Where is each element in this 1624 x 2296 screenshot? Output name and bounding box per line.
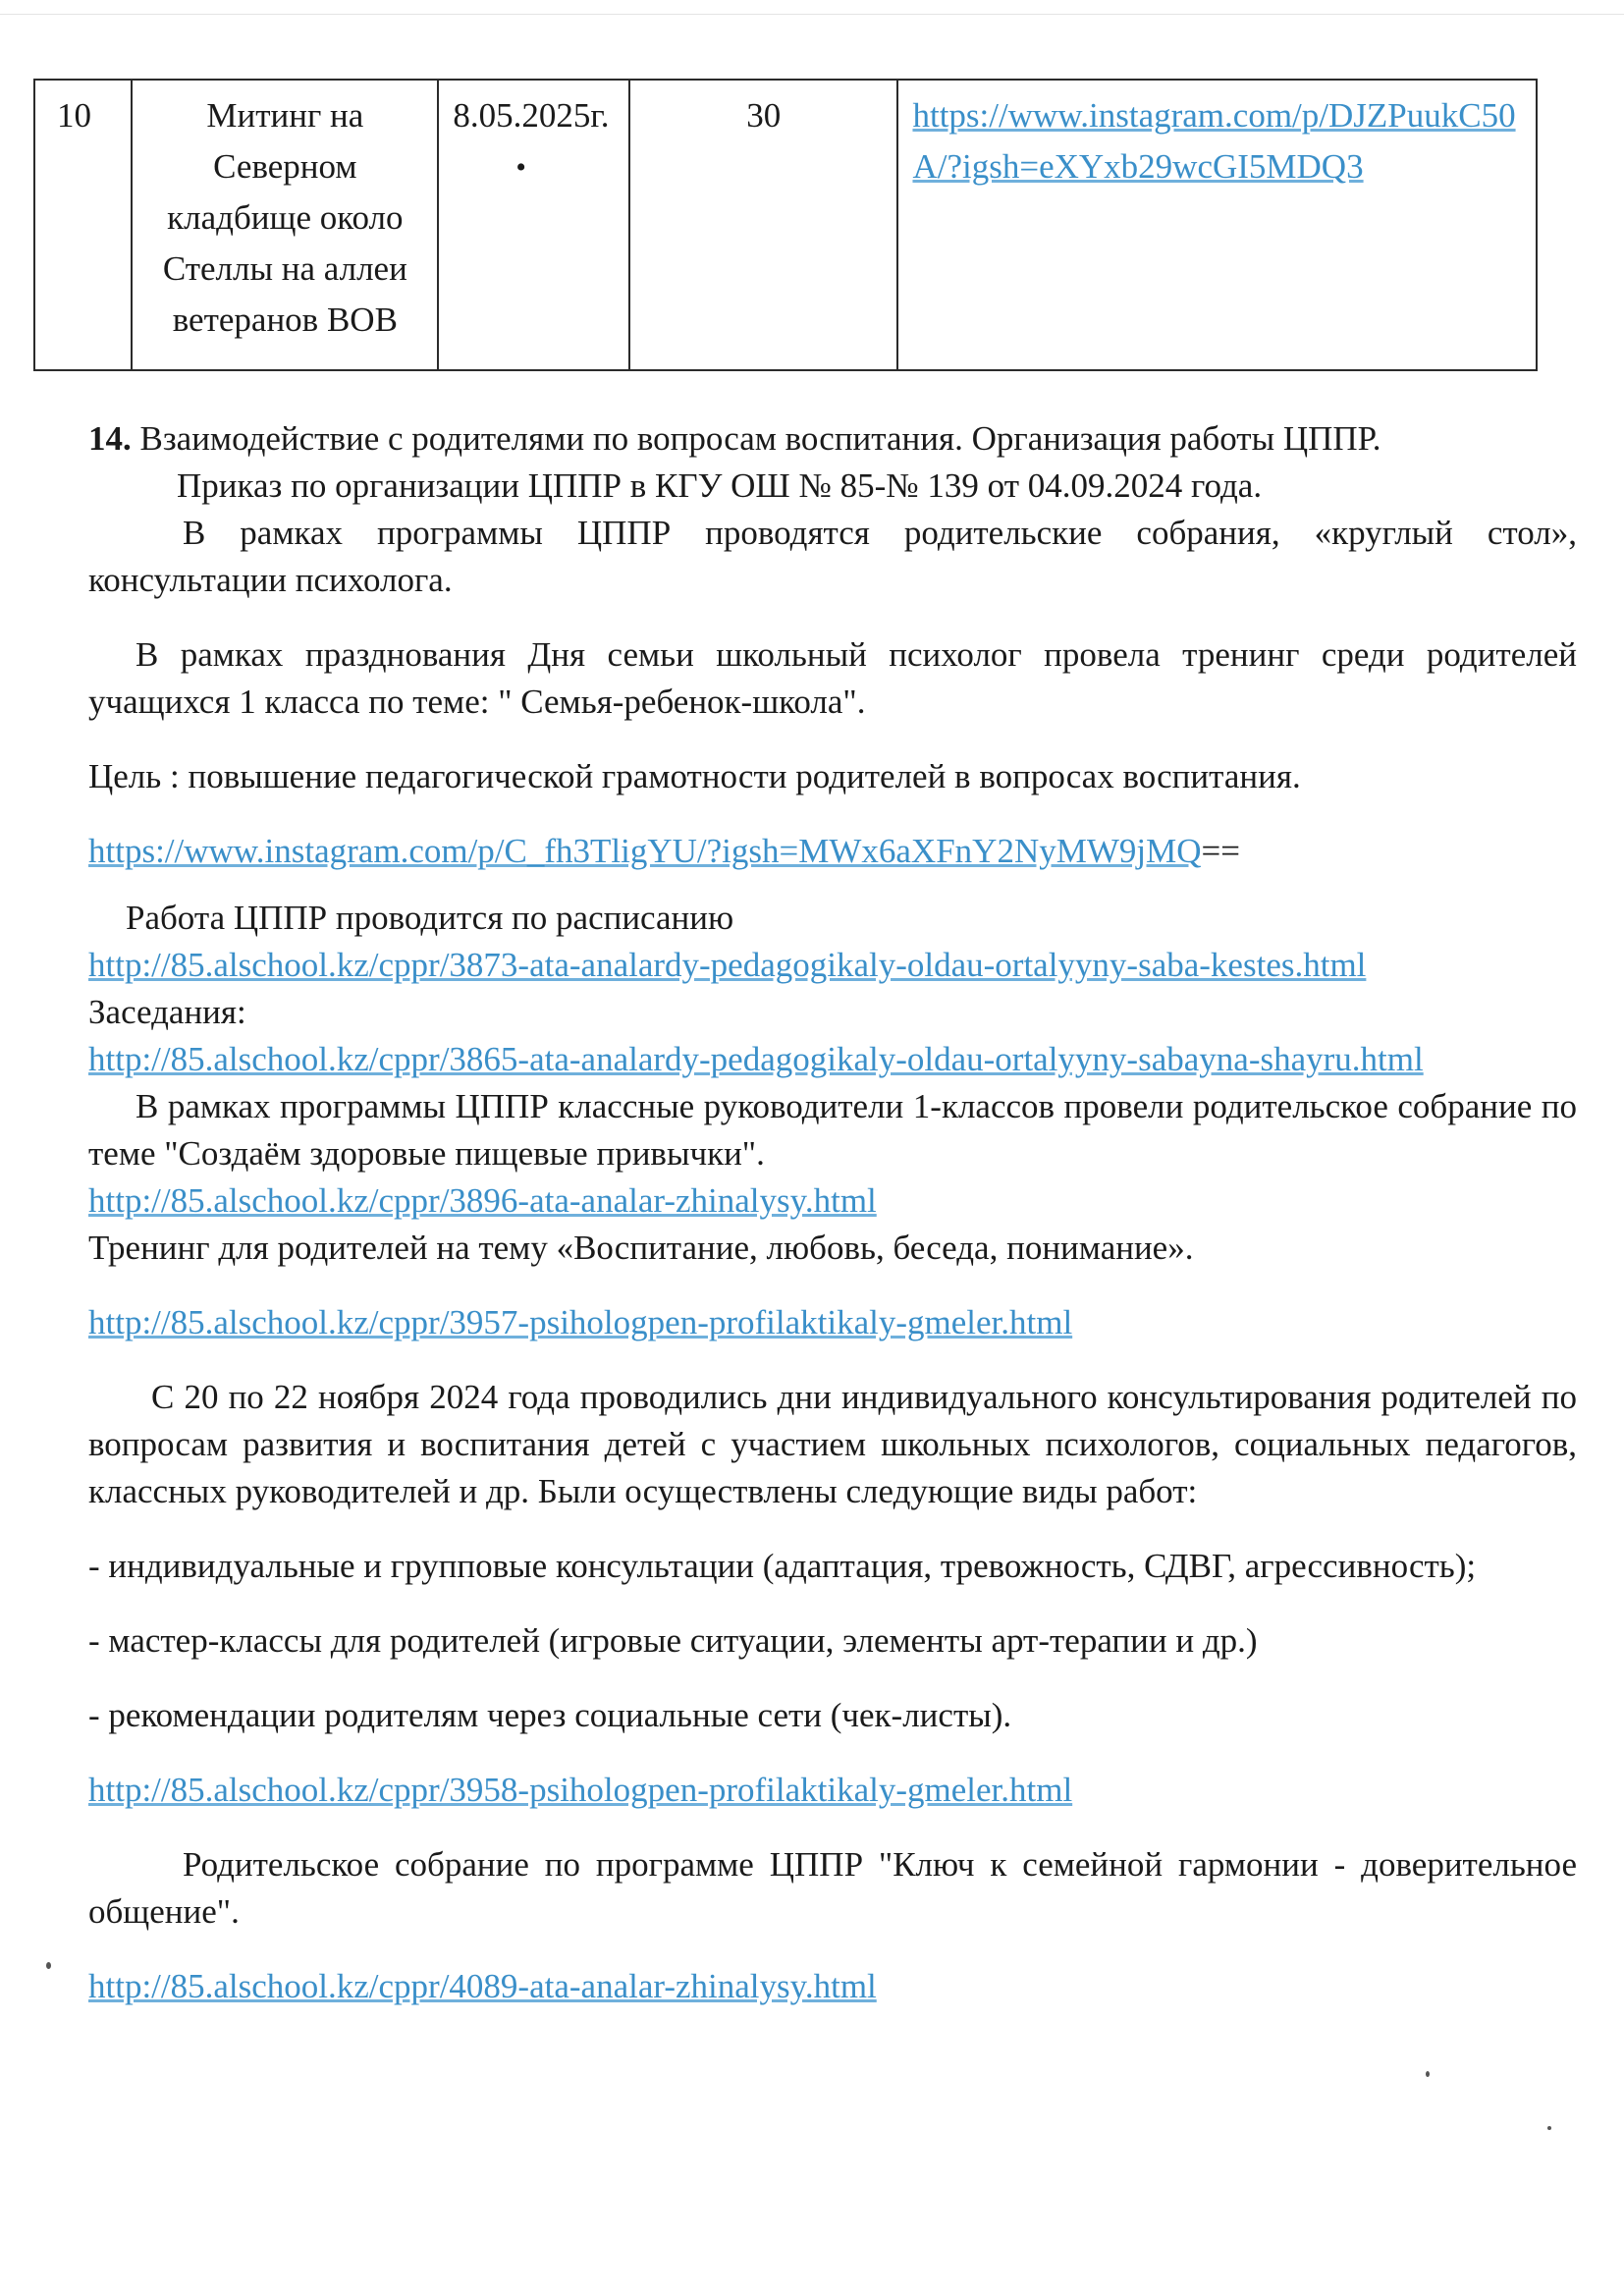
row-number-cell xyxy=(34,80,132,370)
order-line: Приказ по организации ЦППР в КГУ ОШ № 85-№ 139 от 04.09.2024 года. xyxy=(177,466,1263,505)
family-day-link-line xyxy=(88,828,1577,875)
participants-count: 30 xyxy=(746,96,782,135)
class-meeting-link[interactable]: http://85.alschool.kz/cppr/3896-ata-analar-zhinalysy.html xyxy=(88,1181,877,1220)
section-heading xyxy=(88,415,1577,463)
class-meeting-link-line xyxy=(88,1177,1577,1225)
section-content xyxy=(88,415,1577,2010)
schedule-link[interactable]: http://85.alschool.kz/cppr/3873-ata-analardy-pedagogikaly-oldau-ortalyyny-saba-kestes.html xyxy=(88,946,1367,984)
harmony-link[interactable]: http://85.alschool.kz/cppr/4089-ata-analar-zhinalysy.html xyxy=(88,1967,877,2005)
schedule-label: Работа ЦППР проводится по расписанию xyxy=(126,899,734,937)
family-day-paragraph: В рамках празднования Дня семьи школьный психолог провела тренинг среди родителей учащихся 1 класса по теме: " Семья-ребенок-школа". xyxy=(88,635,1577,721)
scan-speck xyxy=(1547,2126,1551,2130)
program-intro: В рамках программы ЦППР проводятся родительские собрания, «круглый стол», консультации психолога. xyxy=(88,514,1577,599)
meetings-label: Заседания: xyxy=(88,993,246,1031)
goal-line: Цель : повышение педагогической грамотности родителей в вопросах воспитания. xyxy=(88,757,1301,795)
link-suffix: == xyxy=(1201,832,1240,870)
meetings-link-line xyxy=(88,1036,1577,1083)
scan-speck xyxy=(1426,2071,1430,2077)
event-instagram-link[interactable]: https://www.instagram.com/p/DJZPuukC50A/?igsh=eXYxb29wcGI5MDQ3 xyxy=(912,96,1516,186)
date-mark: • xyxy=(515,151,526,184)
events-table-wrapper xyxy=(33,79,1538,371)
events-table xyxy=(33,79,1538,371)
scan-speck xyxy=(46,1962,51,1969)
scan-edge-line xyxy=(0,14,1624,15)
meetings-link[interactable]: http://85.alschool.kz/cppr/3865-ata-analardy-pedagogikaly-oldau-ortalyyny-sabayna-shayru.html xyxy=(88,1040,1424,1078)
section-number: 14. xyxy=(88,419,132,458)
row-number: 10 xyxy=(57,96,91,135)
training-link-line xyxy=(88,1299,1577,1346)
work-item-recommendations: - рекомендации родителям через социальные сети (чек-листы). xyxy=(88,1696,1012,1734)
section-title: Взаимодействие с родителями по вопросам воспитания. Организация работы ЦППР. xyxy=(139,419,1381,458)
training-line: Тренинг для родителей на тему «Воспитание, любовь, беседа, понимание». xyxy=(88,1229,1194,1267)
work-item-consultations: - индивидуальные и групповые консультации (адаптация, тревожность, СДВГ, агрессивность); xyxy=(88,1547,1477,1585)
participants-cell xyxy=(629,80,898,370)
harmony-link-line xyxy=(88,1963,1577,2010)
family-day-link[interactable]: https://www.instagram.com/p/C_fh3TligYU/?igsh=MWx6aXFnY2NyMW9jMQ xyxy=(88,832,1202,870)
table-row xyxy=(34,80,1537,370)
event-name-cell xyxy=(132,80,438,370)
event-date-cell xyxy=(438,80,629,370)
event-date: 8.05.2025г. xyxy=(453,96,610,135)
consult-link-line xyxy=(88,1767,1577,1814)
event-link-cell xyxy=(897,80,1537,370)
work-item-masterclasses: - мастер-классы для родителей (игровые ситуации, элементы арт-терапии и др.) xyxy=(88,1621,1258,1660)
consult-days-paragraph: С 20 по 22 ноября 2024 года проводились дни индивидуального консультирования родителей по вопросам развития и воспитания детей с участием школьных психологов, социальных педагогов, классных руководителей и др. Были осуществлены следующие виды работ: xyxy=(88,1378,1577,1510)
harmony-meeting-paragraph: Родительское собрание по программе ЦППР "Ключ к семейной гармонии - доверительное общение". xyxy=(88,1845,1577,1931)
class-meeting-paragraph: В рамках программы ЦППР классные руководители 1-классов провели родительское собрание по теме "Создаём здоровые пищевые привычки". xyxy=(88,1087,1577,1173)
event-name: Митинг на Северном кладбище около Стеллы на аллеи ветеранов ВОВ xyxy=(162,96,407,339)
consult-link[interactable]: http://85.alschool.kz/cppr/3958-psihologpen-profilaktikaly-gmeler.html xyxy=(88,1771,1073,1809)
training-link[interactable]: http://85.alschool.kz/cppr/3957-psihologpen-profilaktikaly-gmeler.html xyxy=(88,1303,1073,1341)
schedule-link-line xyxy=(88,942,1577,989)
